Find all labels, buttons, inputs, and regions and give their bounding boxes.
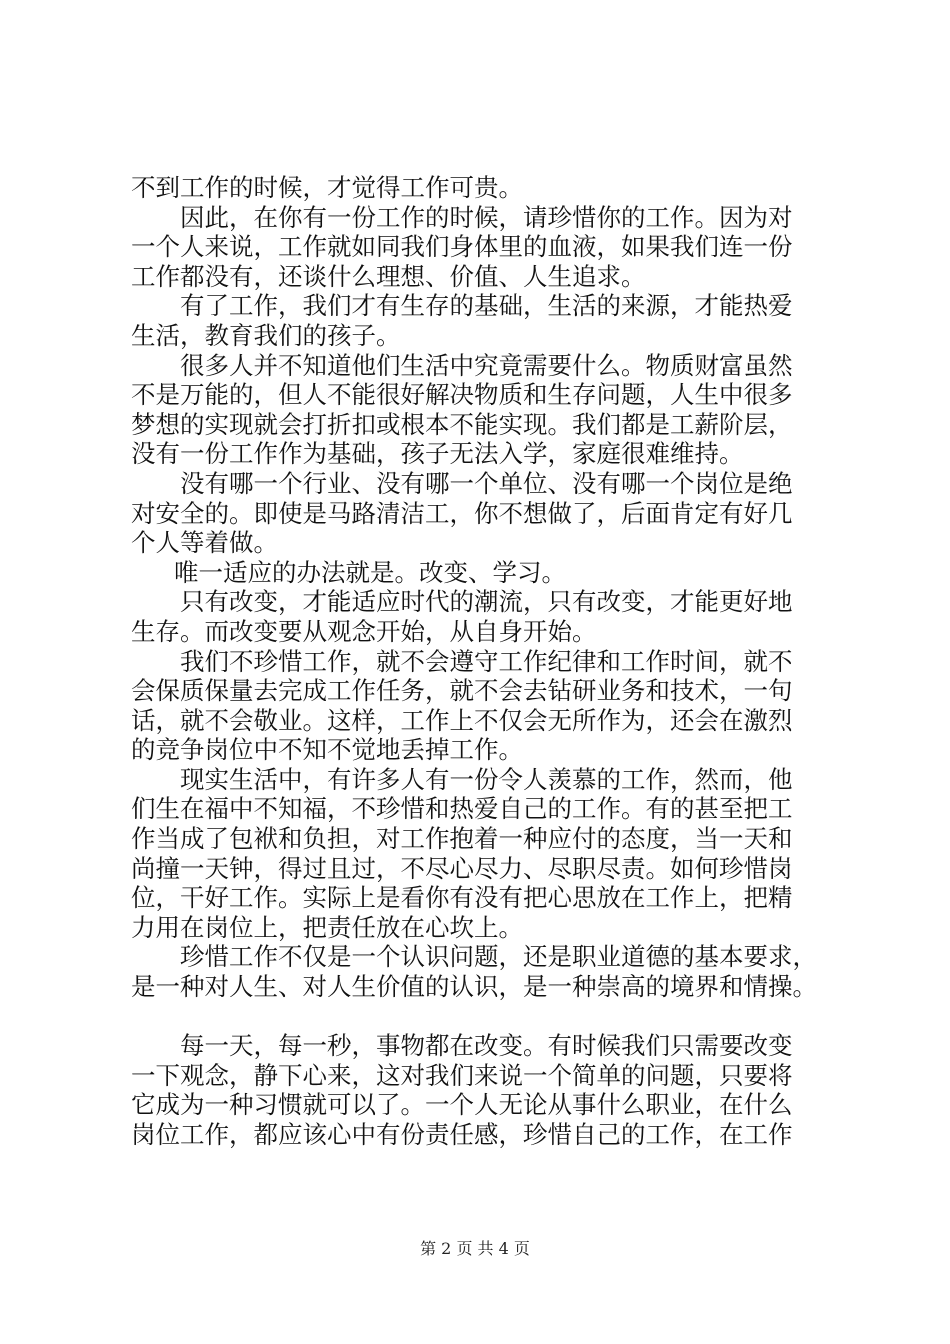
- text-line: 每一天，每一秒，事物都在改变。有时候我们只需要改变: [180, 1031, 793, 1061]
- text-line: 是一种对人生、对人生价值的认识，是一种崇高的境界和情操。: [131, 972, 817, 1002]
- text-line: 它成为一种习惯就可以了。一个人无论从事什么职业，在什么: [131, 1090, 793, 1120]
- text-line: 不是万能的，但人不能很好解决物质和生存问题，人生中很多: [131, 380, 793, 410]
- text-line: 我们不珍惜工作，就不会遵守工作纪律和工作时间，就不: [180, 646, 793, 676]
- text-line: 珍惜工作不仅是一个认识问题，还是职业道德的基本要求，: [180, 942, 817, 972]
- blank-line: [131, 1002, 861, 1032]
- text-line: 一个人来说，工作就如同我们身体里的血液，如果我们连一份: [131, 232, 793, 262]
- text-line: 力用在岗位上，把责任放在心坎上。: [131, 912, 523, 942]
- text-line: 没有哪一个行业、没有哪一个单位、没有哪一个岗位是绝: [180, 468, 793, 498]
- text-line: 们生在福中不知福，不珍惜和热爱自己的工作。有的甚至把工: [131, 794, 793, 824]
- text-line: 工作都没有，还谈什么理想、价值、人生追求。: [131, 261, 646, 291]
- body-text: [131, 173, 861, 1150]
- text-line: 一下观念，静下心来，这对我们来说一个简单的问题，只要将: [131, 1060, 793, 1090]
- text-line: 生活，教育我们的孩子。: [131, 320, 401, 350]
- text-line: 有了工作，我们才有生存的基础，生活的来源，才能热爱: [180, 291, 793, 321]
- text-line: 岗位工作，都应该心中有份责任感，珍惜自己的工作，在工作: [131, 1120, 793, 1149]
- text-line: 因此，在你有一份工作的时候，请珍惜你的工作。因为对: [180, 202, 793, 232]
- text-line: 很多人并不知道他们生活中究竟需要什么。物质财富虽然: [180, 350, 793, 380]
- text-line: 对安全的。即使是马路清洁工，你不想做了，后面肯定有好几: [131, 498, 793, 528]
- text-line: 话，就不会敬业。这样，工作上不仅会无所作为，还会在激烈: [131, 705, 793, 735]
- text-line: 位，干好工作。实际上是看你有没有把心思放在工作上，把精: [131, 883, 793, 913]
- text-line: 生存。而改变要从观念开始，从自身开始。: [131, 616, 597, 646]
- text-line: 没有一份工作作为基础，孩子无法入学，家庭很难维持。: [131, 439, 744, 469]
- text-line: 不到工作的时候，才觉得工作可贵。: [131, 173, 523, 202]
- text-line: 尚撞一天钟，得过且过，不尽心尽力、尽职尽责。如何珍惜岗: [131, 853, 793, 883]
- text-line: 梦想的实现就会打折扣或根本不能实现。我们都是工薪阶层，: [131, 409, 793, 439]
- text-line: 作当成了包袱和负担，对工作抱着一种应付的态度，当一天和: [131, 824, 793, 854]
- text-line: 唯一适应的办法就是。改变、学习。: [174, 557, 566, 587]
- page-number-footer: 第 2 页 共 4 页: [420, 1239, 530, 1258]
- text-line: 只有改变，才能适应时代的潮流，只有改变，才能更好地: [180, 587, 793, 617]
- text-line: 个人等着做。: [131, 528, 278, 558]
- text-line: 会保质保量去完成工作任务，就不会去钻研业务和技术，一句: [131, 676, 793, 706]
- text-line: 现实生活中，有许多人有一份令人羡慕的工作，然而，他: [180, 764, 793, 794]
- text-line: 的竞争岗位中不知不觉地丢掉工作。: [131, 735, 523, 765]
